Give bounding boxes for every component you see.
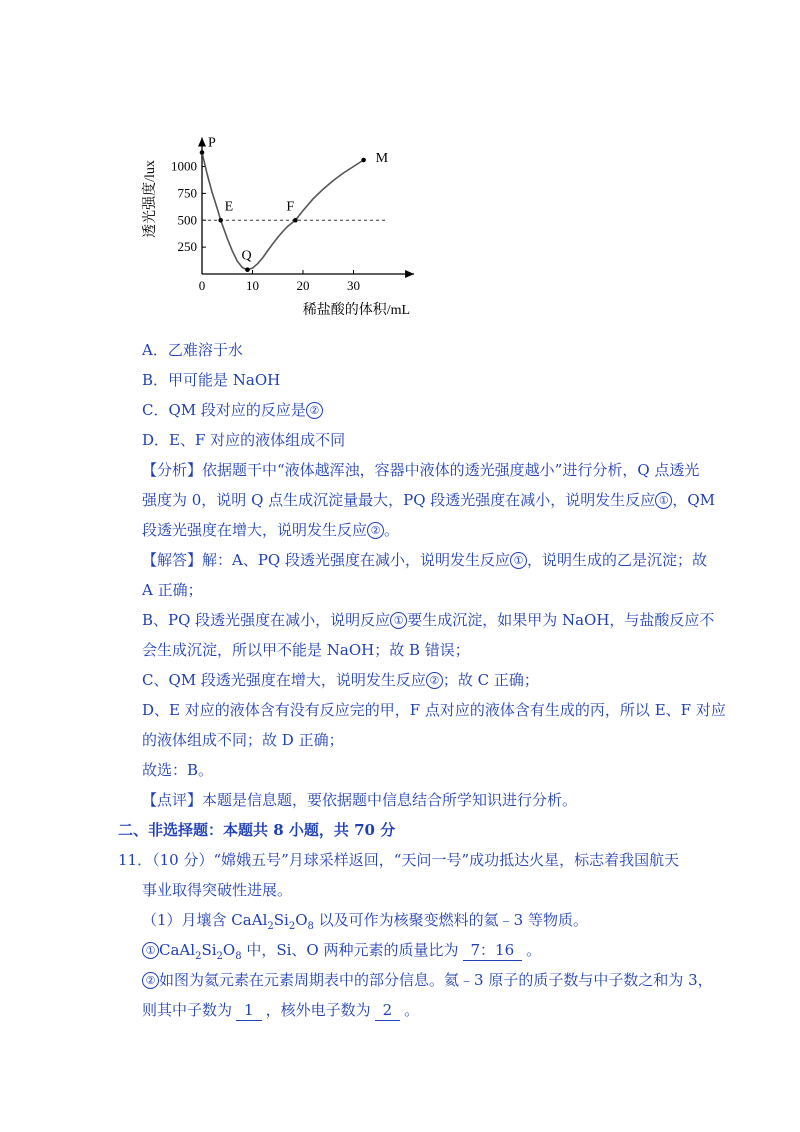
q11-line-3: [142, 910, 800, 937]
solution-text: C、QM 段透光强度在增大，说明发生反应: [142, 671, 426, 689]
circled-number: ②: [306, 402, 323, 419]
solution-text: 【解答】解：A、PQ 段透光强度在减小，说明发生反应: [142, 551, 510, 569]
y-tick-label: 500: [177, 212, 197, 228]
solution-line-8: [142, 760, 800, 780]
q11-text: Si: [201, 941, 217, 959]
option-a: [142, 340, 800, 360]
option-a-text: A．乙难溶于水: [142, 341, 243, 359]
point-label-e: E: [224, 199, 234, 215]
q11-line-4: [142, 940, 800, 967]
analysis-line-3: [142, 520, 800, 540]
solution-line-3: [142, 610, 800, 630]
section-title: [118, 820, 800, 840]
q11-text: 。: [404, 1001, 420, 1019]
analysis-line-1: [142, 460, 800, 480]
answer-blank: 1: [236, 1000, 262, 1021]
answer-blank: 7：16: [463, 940, 523, 961]
comment-text: 【点评】本题是信息题，要依据题中信息结合所学知识进行分析。: [142, 791, 578, 809]
data-point-q: [245, 267, 250, 272]
q11-text: 以及可作为核聚变燃料的氦﹣3 等物质。: [313, 911, 588, 929]
solution-text: 的液体组成不同；故 D 正确；: [142, 731, 344, 749]
option-d: [142, 430, 800, 450]
subscript: 2: [288, 921, 296, 932]
circled-number: ①: [390, 612, 407, 629]
data-point-f: [293, 218, 298, 223]
option-c-text: C．QM 段对应的反应是: [142, 401, 306, 419]
point-label-q: Q: [241, 248, 252, 264]
solution-text: B、PQ 段透光强度在减小，说明反应: [142, 611, 391, 629]
answer-blank: 2: [375, 1000, 401, 1021]
section-title-text: 二、非选择题：本题共 8 小题，共 70 分: [118, 821, 396, 839]
analysis-text: 。: [384, 521, 400, 539]
x-axis-label: 稀盐酸的体积/mL: [302, 303, 411, 318]
option-b-text: B．甲可能是 NaOH: [142, 371, 281, 389]
solution-line-4: [142, 640, 800, 660]
comment-line: [142, 790, 800, 810]
solution-line-6: [142, 700, 800, 720]
x-tick-label: 0: [198, 278, 206, 293]
x-tick-label: 30: [347, 278, 360, 293]
solution-text: D、E 对应的液体含有没有反应完的甲，F 点对应的液体含有生成的丙，所以 E、F 对应: [142, 701, 726, 719]
solution-text: ，说明生成的乙是沉淀；故: [527, 551, 708, 569]
solution-text: ；故 C 正确；: [442, 671, 539, 689]
analysis-text: ，QM: [672, 491, 715, 509]
solution-text: A 正确；: [142, 581, 203, 599]
analysis-text: 段透光强度在增大，说明发生反应: [142, 521, 368, 539]
q11-text: 如图为氦元素在元素周期表中的部分信息。氦﹣3 原子的质子数与中子数之和为 3，: [159, 971, 713, 989]
circled-number: ②: [367, 522, 384, 539]
option-c: [142, 400, 800, 420]
subscript: 2: [216, 951, 223, 962]
solution-line-1: [142, 550, 800, 570]
circled-number: ②: [142, 972, 159, 989]
circled-number: ①: [655, 492, 672, 509]
option-d-text: D．E、F 对应的液体组成不同: [142, 431, 346, 449]
x-tick-label: 10: [246, 278, 259, 293]
solution-text: 故选：B。: [142, 761, 214, 779]
y-tick-label: 250: [177, 239, 197, 255]
q11-text: 。: [526, 941, 542, 959]
q11-line-1: [118, 850, 800, 870]
x-axis-arrow: [405, 270, 414, 278]
point-label-m: M: [375, 151, 389, 167]
transmittance-chart: [140, 92, 440, 328]
q11-text: 则其中子数为: [142, 1001, 233, 1019]
circled-number: ①: [510, 552, 527, 569]
subscript: 2: [267, 921, 274, 932]
q11-text: Si: [273, 911, 289, 929]
q11-text: 中，Si、O 两种元素的质量比为: [241, 941, 459, 959]
circled-number: ②: [426, 672, 443, 689]
solution-line-7: [142, 730, 800, 750]
point-label-f: F: [286, 199, 295, 215]
solution-line-2: [142, 580, 800, 600]
q11-line-6: [142, 1000, 800, 1021]
solution-text: 要生成沉淀，如果甲为 NaOH，与盐酸反应不: [407, 611, 715, 629]
analysis-line-2: [142, 490, 800, 510]
q11-text: CaAl: [159, 941, 196, 959]
y-tick-label: 1000: [171, 158, 197, 174]
data-point-e: [218, 218, 223, 223]
circled-number: ①: [142, 942, 159, 959]
y-tick-label: 750: [177, 185, 197, 201]
q11-text: （1）月壤含 CaAl: [142, 911, 268, 929]
y-axis-label: 透光强度/lux: [143, 160, 158, 238]
q11-line-5: [142, 970, 800, 990]
solution-text: 会生成沉淀，所以甲不能是 NaOH；故 B 错误；: [142, 641, 470, 659]
chart-svg: [140, 92, 440, 328]
y-axis-arrow: [198, 137, 206, 146]
solution-line-5: [142, 670, 800, 690]
q11-text: 11．（10 分）“嫦娥五号”月球采样返回，“天问一号”成功抵达火星，标志着我国航天: [118, 851, 680, 869]
option-b: [142, 370, 800, 390]
q11-text: O: [295, 911, 308, 929]
data-point-p: [200, 150, 205, 155]
point-label-p: P: [208, 135, 216, 151]
q11-text: ，核外电子数为: [265, 1001, 371, 1019]
q11-text: O: [222, 941, 236, 959]
subscript: 8: [307, 921, 314, 932]
subscript: 2: [195, 951, 202, 962]
analysis-text: 强度为 0，说明 Q 点生成沉淀量最大，PQ 段透光强度在减小，说明发生反应: [142, 491, 656, 509]
analysis-text: 【分析】依据题干中“液体越浑浊，容器中液体的透光强度越小”进行分析，Q 点透光: [142, 461, 700, 479]
q11-text: 事业取得突破性进展。: [142, 881, 293, 899]
data-point-m: [361, 158, 366, 163]
subscript: 8: [235, 951, 242, 962]
x-tick-label: 20: [296, 278, 310, 293]
q11-line-2: [142, 880, 800, 900]
